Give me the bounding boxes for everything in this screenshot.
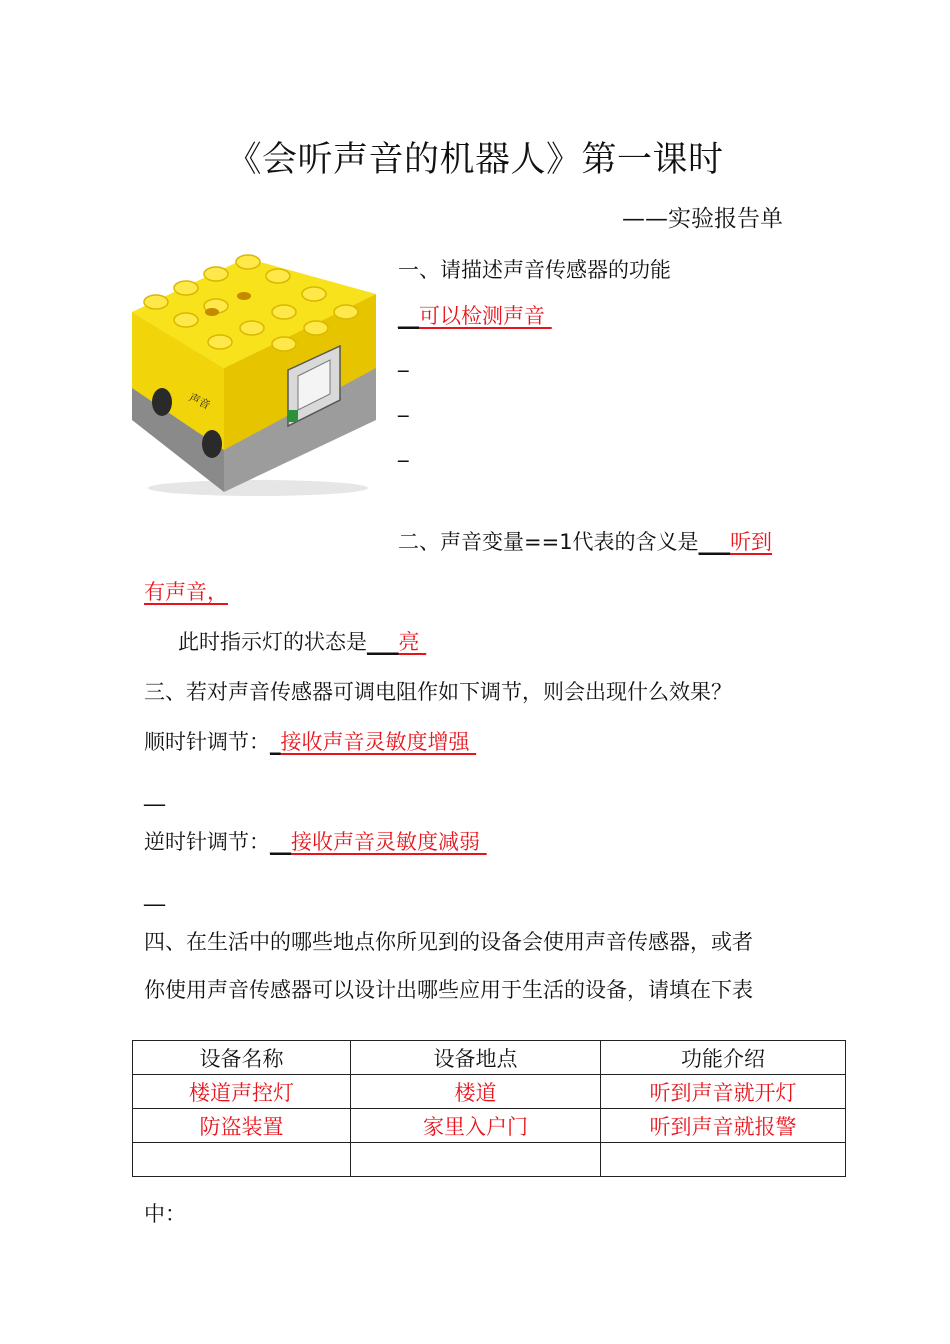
q2-question: 二、声音变量==1代表的含义是 [398,530,699,554]
q1-answer: 可以检测声音 [419,304,545,328]
q3-cw-dash: __ [144,782,165,806]
sound-sensor-image [128,250,383,500]
table-row [133,1109,846,1143]
q2-followup: 此时指示灯的状态是 [178,630,367,654]
table-cell [351,1143,601,1177]
q3-question: 三、若对声音传感器可调电阻作如下调节，则会出现什么效果？ [144,680,732,704]
q2-followup-line [178,626,426,656]
q2-line [398,526,772,556]
q3-cw-label: 顺时针调节： [144,730,270,754]
q1-dash-3: _ [398,438,409,462]
table-row [133,1143,846,1177]
q2-answer-part1: 听到 [730,530,773,554]
table-cell: 楼道 [351,1075,601,1109]
q3-cw-line [144,726,476,756]
table-header-cell: 功能介绍 [601,1041,846,1075]
table-cell: 防盗装置 [133,1109,351,1143]
q2-answer-part2-line [144,576,228,606]
q1-answer-line [398,300,552,330]
table-cell: 听到声音就开灯 [601,1075,846,1109]
q2-answer-part2: 有声音， [144,580,228,604]
q1-dash-2: _ [398,393,409,417]
q3-ccw-label: 逆时针调节： [144,830,270,854]
sensor-label: 声音 [186,390,213,413]
q2-blank: ___ [698,530,731,554]
q2-followup-blank: ___ [367,630,399,654]
device-table [132,1040,846,1177]
q4-question-line-2: 你使用声音传感器可以设计出哪些应用于生活的设备，请填在下表 [144,978,753,1002]
table-cell: 听到声音就报警 [601,1109,846,1143]
table-cell: 楼道声控灯 [133,1075,351,1109]
q3-cw-blank: _ [270,730,281,754]
q3-cw-answer: 接收声音灵敏度增强 [280,730,470,754]
q3-ccw-dash: __ [144,882,165,906]
q3-ccw-answer: 接收声音灵敏度减弱 [291,830,480,854]
table-cell: 家里入户门 [351,1109,601,1143]
q2-followup-answer: 亮 [398,630,420,654]
table-header-row [133,1041,846,1075]
page-title: 《会听声音的机器人》第一课时 [226,140,724,180]
q3-ccw-blank: __ [270,830,291,854]
page-subtitle: ——实验报告单 [622,206,783,232]
table-header-cell: 设备地点 [351,1041,601,1075]
q1-dash-1: _ [398,348,409,372]
footer-text: 中： [144,1202,186,1226]
q1-question: 一、请描述声音传感器的功能 [398,258,671,282]
q1-blank: __ [398,304,419,328]
table-row [133,1075,846,1109]
q3-ccw-line [144,826,487,856]
q4-question-line-1: 四、在生活中的哪些地点你所见到的设备会使用声音传感器，或者 [144,930,753,954]
table-header-cell: 设备名称 [133,1041,351,1075]
table-cell [133,1143,351,1177]
table-cell [601,1143,846,1177]
